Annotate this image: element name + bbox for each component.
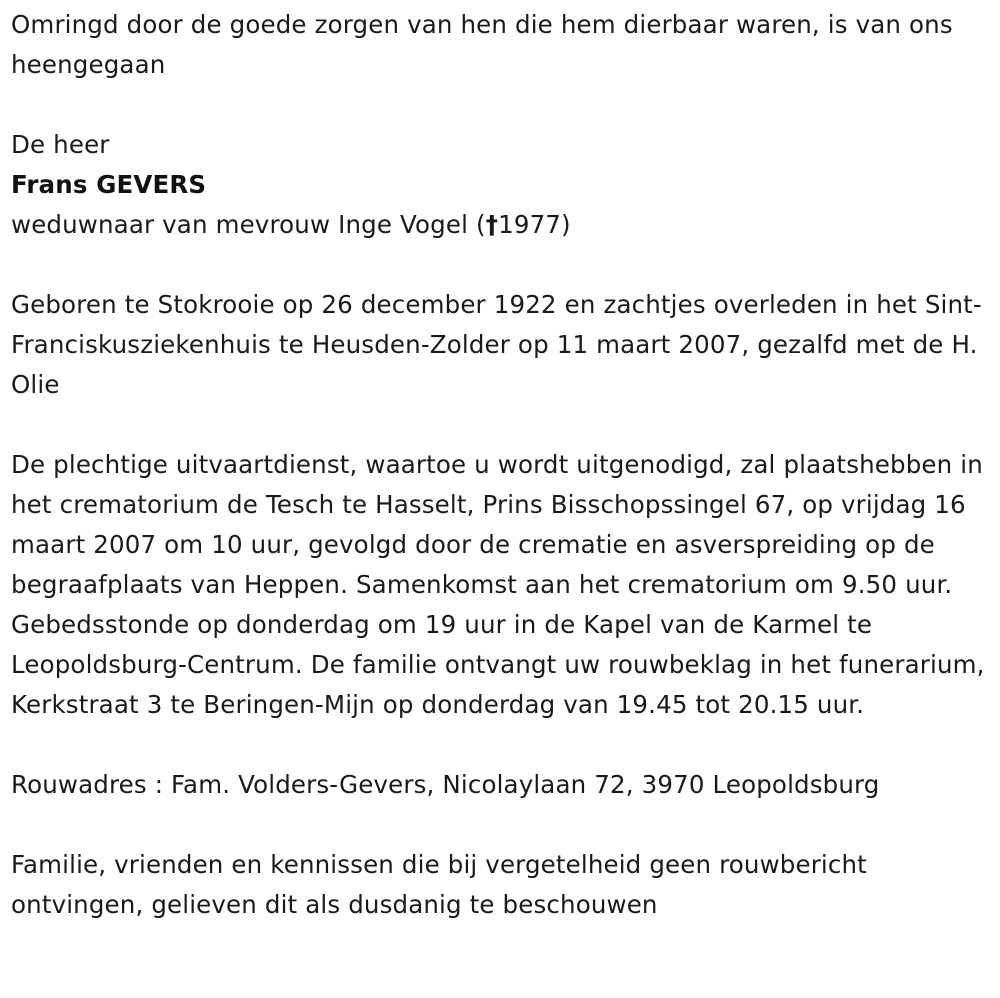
widower-line bbox=[11, 205, 1000, 245]
intro-text: Omringd door de goede zorgen van hen die hem dierbaar waren, is van ons heengegaan bbox=[11, 10, 953, 79]
title-prefix: De heer bbox=[11, 130, 110, 159]
closing-text: Familie, vrienden en kennissen die bij vergetelheid geen rouwbericht ontvingen, gelieven dit als dusdanig te beschouwen bbox=[11, 850, 867, 919]
mourning-address: Rouwadres : Fam. Volders-Gevers, Nicolaylaan 72, 3970 Leopoldsburg bbox=[11, 770, 880, 799]
cross-icon: † bbox=[485, 210, 499, 239]
birth-death-text: Geboren te Stokrooie op 26 december 1922 en zachtjes overleden in het Sint-Franciskusziekenhuis te Heusden-Zolder op 11 maart 2007, gezalfd met de H. Olie bbox=[11, 290, 982, 399]
deceased-name: Frans GEVERS bbox=[11, 170, 207, 199]
widower-year: 1977) bbox=[498, 210, 571, 239]
widower-text: weduwnaar van mevrouw Inge Vogel ( bbox=[11, 210, 486, 239]
funeral-info-text: De plechtige uitvaartdienst, waartoe u wordt uitgenodigd, zal plaatshebben in het crematorium de Tesch te Hasselt, Prins Bisschopssingel 67, op vrijdag 16 maart 2007 om 10 uur, gevolgd door de crematie en asverspreiding op de begraafplaats van Heppen. Samenkomst aan het crematorium om 9.50 uur. Gebedsstonde op donderdag om 19 uur in de Kapel van de Karmel te Leopoldsburg-Centrum. De familie ontvangt uw rouwbeklag in het funerarium, Kerkstraat 3 te Beringen-Mijn op donderdag van 19.45 tot 20.15 uur. bbox=[11, 450, 985, 719]
